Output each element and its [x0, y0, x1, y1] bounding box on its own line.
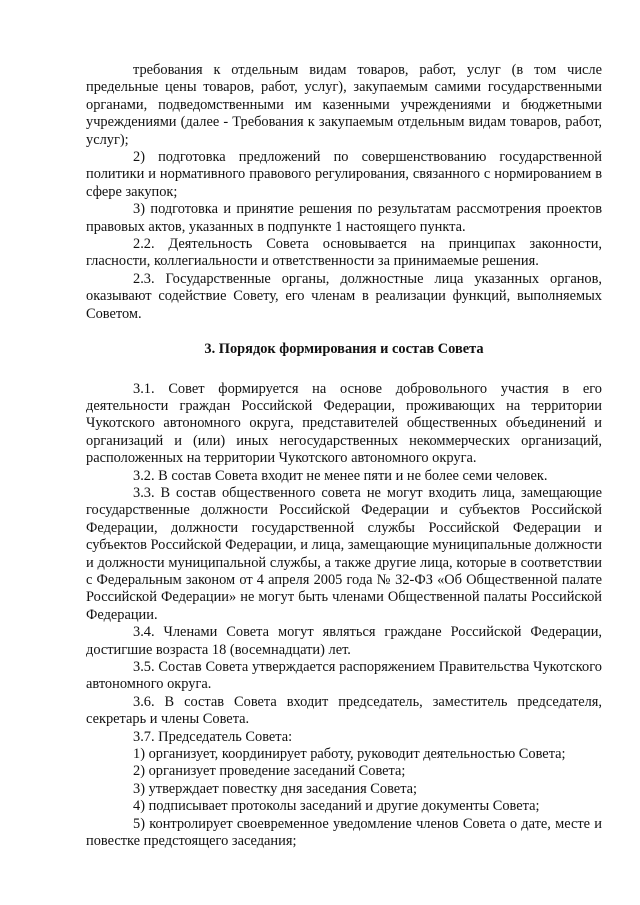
list-item-3-7-5: 5) контролирует своевременное уведомление членов Совета о дате, месте и повестке предстоящего заседания;: [86, 815, 602, 850]
list-item-3-7-3: 3) утверждает повестку дня заседания Совета;: [133, 780, 418, 797]
paragraph-2-3: 2.3. Государственные органы, должностные лица указанных органов, оказывают содействие Совету, его членам в реализации функций, выполняемых Советом.: [86, 270, 602, 322]
paragraph-3-3: 3.3. В состав общественного совета не могут входить лица, замещающие государственные должности Российской Федерации и субъектов Российской Федерации, должности государственной службы Российской Федерации и субъектов Российской Федерации, и лица, замещающие муниципальные должности и должности муниципальной службы, а также другие лица, которые в соответствии с Федеральным законом от 4 апреля 2005 года № 32-ФЗ «Об Общественной палате Российской Федерации» не могут быть членами Общественной палаты Российской Федерации.: [86, 484, 602, 623]
paragraph-3-6: 3.6. В состав Совета входит председатель, заместитель председателя, секретарь и члены Совета.: [86, 693, 602, 728]
paragraph-requirements-continuation: требования к отдельным видам товаров, работ, услуг (в том числе предельные цены товаров, работ, услуг), закупаемым самими государственными органами, подведомственными им казенными учреждениями и бюджетными учреждениями (далее - Требования к закупаемым отдельным видам товаров, работ, услуг);: [86, 62, 602, 148]
list-item-3-7-1: 1) организует, координирует работу, руководит деятельностью Совета;: [133, 746, 566, 763]
paragraph-3-5: 3.5. Состав Совета утверждается распоряжением Правительства Чукотского автономного округа.: [86, 659, 602, 693]
list-item-3-7-4: 4) подписывает протоколы заседаний и другие документы Совета;: [133, 798, 540, 815]
list-item-3-7-2: 2) организует проведение заседаний Совета;: [133, 763, 406, 780]
section-heading: 3. Порядок формирования и состав Совета: [204, 341, 484, 358]
paragraph-item-3: 3) подготовка и принятие решения по результатам рассмотрения проектов правовых актов, указанных в подпункте 1 настоящего пункта.: [86, 201, 602, 235]
paragraph-2-2: 2.2. Деятельность Совета основывается на принципах законности, гласности, коллегиальности и ответственности за принимаемые решения.: [86, 236, 602, 270]
paragraph-3-4: 3.4. Членами Совета могут являться граждане Российской Федерации, достигшие возраста 18 (восемнадцати) лет.: [86, 624, 602, 658]
document-page: [86, 62, 602, 850]
paragraph-item-2: 2) подготовка предложений по совершенствованию государственной политики и нормативного правового регулирования, связанного с нормированием в сфере закупок;: [86, 149, 602, 200]
paragraph-3-1: 3.1. Совет формируется на основе добровольного участия в его деятельности граждан Российской Федерации, проживающих на территории Чукотского автономного округа, представителей общественных объединений и организаций и (или) иных негосударственных некоммерческих организаций, расположенных на территории Чукотского автономного округа.: [86, 380, 602, 467]
paragraph-3-2: 3.2. В состав Совета входит не менее пяти и не более семи человек.: [133, 467, 548, 484]
paragraph-3-7: 3.7. Председатель Совета:: [133, 728, 293, 745]
